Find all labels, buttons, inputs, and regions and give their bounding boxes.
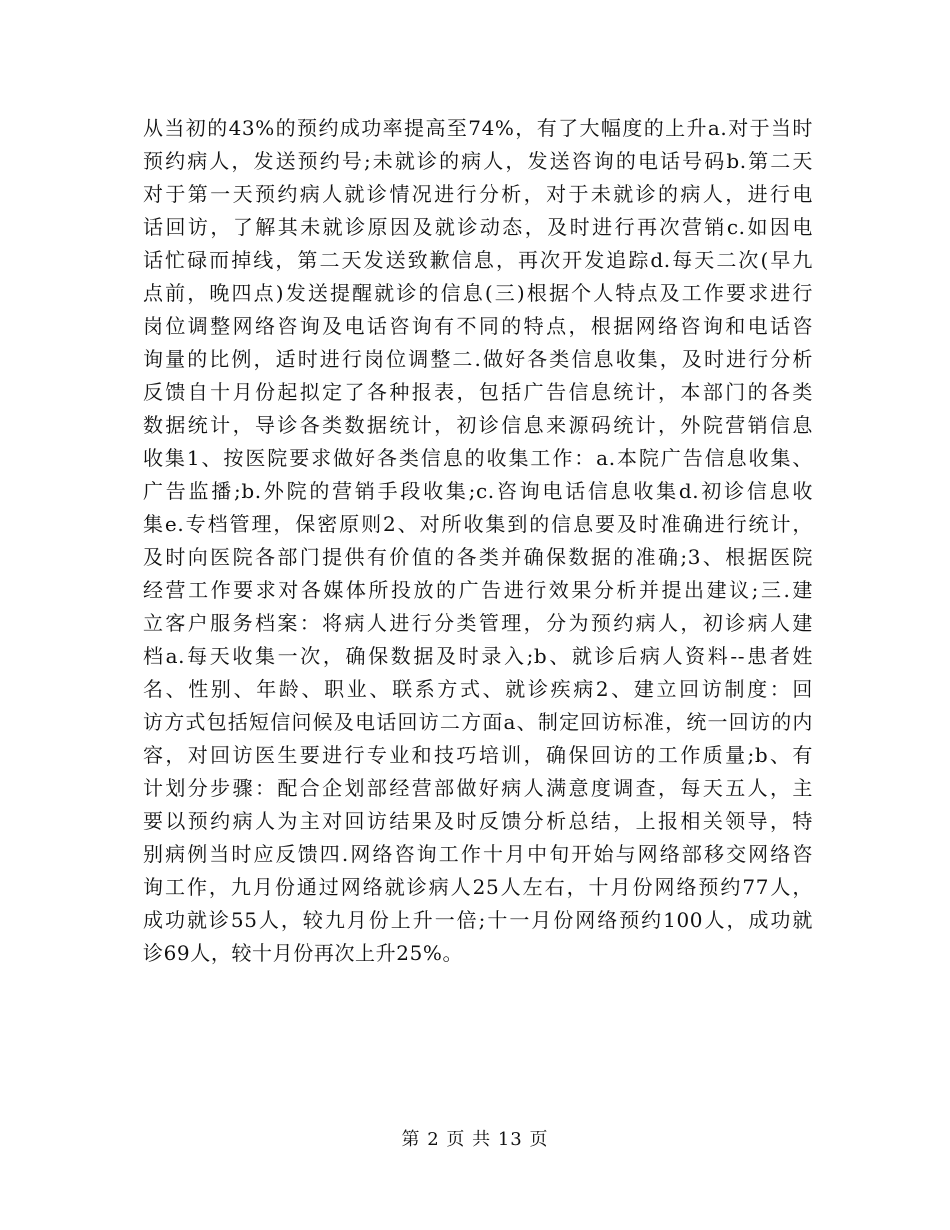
text-line: 要以预约病人为主对回访结果及时反馈分析总结，上报相关领导，特 bbox=[143, 809, 813, 833]
text-line: 询工作，九月份通过网络就诊病人25人左右，十月份网络预约77人， bbox=[143, 875, 813, 899]
body-paragraph bbox=[143, 112, 813, 970]
text-line: 档a.每天收集一次，确保数据及时录入;b、就诊后病人资料--患者姓 bbox=[143, 644, 813, 668]
text-line: 经营工作要求对各媒体所投放的广告进行效果分析并提出建议;三.建 bbox=[143, 578, 813, 602]
text-line: 话忙碌而掉线，第二天发送致歉信息，再次开发追踪d.每天二次(早九 bbox=[143, 248, 813, 272]
text-line: 数据统计，导诊各类数据统计，初诊信息来源码统计，外院营销信息 bbox=[143, 413, 813, 437]
text-line: 对于第一天预约病人就诊情况进行分析，对于未就诊的病人，进行电 bbox=[143, 182, 813, 206]
text-line: 询量的比例，适时进行岗位调整二.做好各类信息收集，及时进行分析 bbox=[143, 347, 813, 371]
text-line: 集e.专档管理，保密原则2、对所收集到的信息要及时准确进行统计， bbox=[143, 512, 813, 536]
text-line: 反馈自十月份起拟定了各种报表，包括广告信息统计，本部门的各类 bbox=[143, 380, 813, 404]
text-line: 收集1、按医院要求做好各类信息的收集工作：a.本院广告信息收集、 bbox=[143, 446, 813, 470]
text-line: 容，对回访医生要进行专业和技巧培训，确保回访的工作质量;b、有 bbox=[143, 743, 813, 767]
text-line: 及时向医院各部门提供有价值的各类并确保数据的准确;3、根据医院 bbox=[143, 545, 813, 569]
text-line: 计划分步骤：配合企划部经营部做好病人满意度调查，每天五人，主 bbox=[143, 776, 813, 800]
text-line: 从当初的43%的预约成功率提高至74%，有了大幅度的上升a.对于当时 bbox=[143, 116, 813, 140]
text-line: 点前，晚四点)发送提醒就诊的信息(三)根据个人特点及工作要求进行 bbox=[143, 281, 813, 305]
text-line: 立客户服务档案：将病人进行分类管理，分为预约病人，初诊病人建 bbox=[143, 611, 813, 635]
text-line: 诊69人，较十月份再次上升25%。 bbox=[143, 941, 464, 965]
text-line: 成功就诊55人，较九月份上升一倍;十一月份网络预约100人，成功就 bbox=[143, 908, 813, 932]
text-line: 访方式包括短信问候及电话回访二方面a、制定回访标准，统一回访的内 bbox=[143, 710, 813, 734]
text-line: 话回访，了解其未就诊原因及就诊动态，及时进行再次营销c.如因电 bbox=[143, 215, 813, 239]
text-line: 别病例当时应反馈四.网络咨询工作十月中旬开始与网络部移交网络咨 bbox=[143, 842, 813, 866]
page-number-footer: 第 2 页 共 13 页 bbox=[401, 1129, 549, 1150]
text-line: 岗位调整网络咨询及电话咨询有不同的特点，根据网络咨询和电话咨 bbox=[143, 314, 813, 338]
text-line: 预约病人，发送预约号;未就诊的病人，发送咨询的电话号码b.第二天 bbox=[143, 149, 813, 173]
text-line: 名、性别、年龄、职业、联系方式、就诊疾病2、建立回访制度：回 bbox=[143, 677, 813, 701]
text-line: 广告监播;b.外院的营销手段收集;c.咨询电话信息收集d.初诊信息收 bbox=[143, 479, 813, 503]
